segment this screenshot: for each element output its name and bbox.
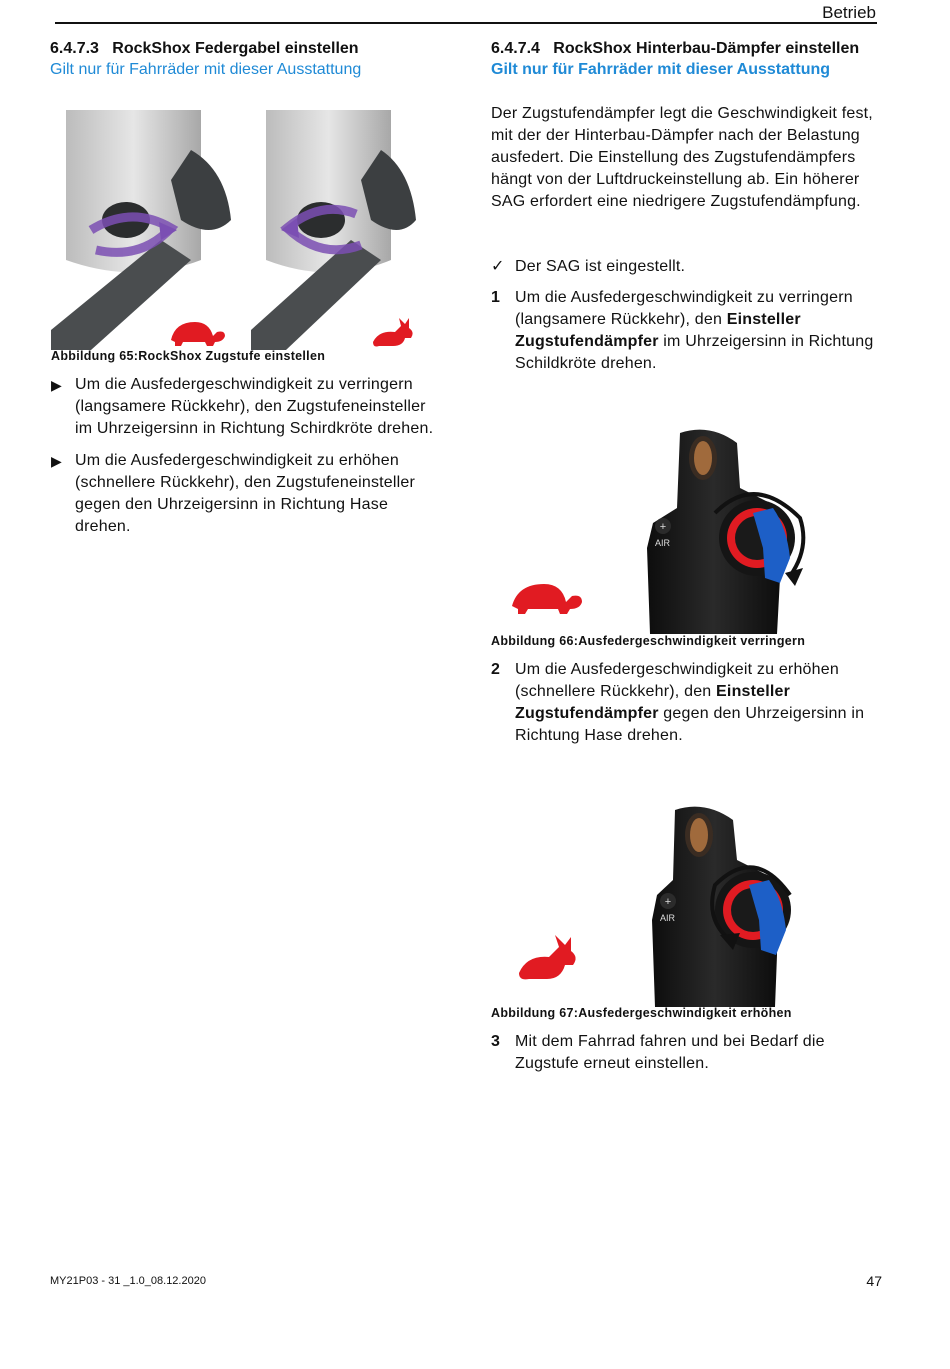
left-section-heading [50,39,450,81]
right-subtitle: Gilt nur für Fahrräder mit dieser Ausstattung [491,61,831,78]
figure-65-caption-label: Abbildung 65: [51,349,139,363]
triangle-bullet-icon: ▶ [51,377,62,393]
step-2 [491,659,881,747]
right-heading-number: 6.4.7.4 [491,40,540,57]
step-1-bold: Einsteller Zugstufendämpfer [515,311,801,350]
figure-66-image [505,428,815,634]
turtle-icon [512,584,582,614]
figure-66-caption-text: Ausfedergeschwindigkeit verringern [578,634,806,648]
step-2-number: 2 [491,661,501,678]
list-item [51,450,446,538]
figure-66-caption [491,634,805,648]
svg-text:+: + [659,521,667,533]
left-heading-text: RockShox Federgabel einstellen [112,40,359,57]
figure-65-caption-text: RockShox Zugstufe einstellen [138,349,326,363]
left-subtitle: Gilt nur für Fahrräder mit dieser Ausstattung [50,61,362,78]
step-3-text: Mit dem Fahrrad fahren und bei Bedarf die Zugstufe erneut einstellen. [515,1033,825,1072]
figure-65-caption [51,349,325,363]
footer-page-number: 47 [866,1273,882,1289]
bullet-text-1: Um die Ausfedergeschwindigkeit zu verringern (langsamere Rückkehr), den Zugstufeneinsteller im Uhrzeigersinn in Richtung Schirdkröte drehen. [75,376,434,437]
air-label: AIR [655,538,671,548]
intro-text: Der Zugstufendämpfer legt die Geschwindigkeit fest, mit der der Hinterbau-Dämpfer nach der Belastung ausfedert. Die Einstellung des Zugstufendämpfers hängt von der Luftdruckeinstellung ab. Ein höherer SAG erfordert eine niedrigere Zugstufendämpfung. [491,105,873,210]
header-rule [55,22,877,24]
bullet-text-2: Um die Ausfedergeschwindigkeit zu erhöhen (schnellere Rückkehr), den Zugstufeneinsteller gegen den Uhrzeigersinn in Richtung Hase drehen. [75,452,416,535]
figure-67-image [505,805,815,1007]
right-intro-paragraph [491,103,881,213]
step-1-number: 1 [491,289,501,306]
footer-doc-id: MY21P03 - 31 _1.0_08.12.2020 [50,1275,206,1287]
right-section-heading [491,39,891,81]
svg-text:+: + [664,896,672,908]
step-1-post: im Uhrzeigersinn in Richtung Schildkröte drehen. [515,333,874,372]
left-heading-number: 6.4.7.3 [50,40,99,57]
hare-icon [519,935,576,979]
check-icon: ✓ [491,258,505,275]
figure-66-caption-label: Abbildung 66: [491,634,579,648]
header-title: Betrieb [822,3,876,22]
list-item [51,374,446,440]
step-3-number: 3 [491,1033,501,1050]
step-2-text [515,659,881,747]
figure-67-caption-text: Ausfedergeschwindigkeit erhöhen [578,1006,792,1020]
figure-67-caption [491,1006,792,1020]
step-1 [491,287,881,375]
figure-65-image [51,110,416,350]
left-bullet-list [51,374,446,538]
step-2-pre: Um die Ausfedergeschwindigkeit zu erhöhen (schnellere Rückkehr), den [515,661,839,700]
precondition [491,256,881,278]
figure-67-caption-label: Abbildung 67: [491,1006,579,1020]
step-3 [491,1031,881,1075]
precondition-text: Der SAG ist eingestellt. [515,258,686,275]
step-2-post: gegen den Uhrzeigersinn in Richtung Hase drehen. [515,705,865,744]
triangle-bullet-icon: ▶ [51,453,62,469]
step-2-bold: Einsteller Zugstufendämpfer [515,683,791,722]
air-label: AIR [660,913,676,923]
right-heading-text: RockShox Hinterbau-Dämpfer einstellen [553,40,860,57]
step-1-text [515,287,881,375]
step-1-pre: Um die Ausfedergeschwindigkeit zu verringern (langsamere Rückkehr), den [515,289,853,328]
